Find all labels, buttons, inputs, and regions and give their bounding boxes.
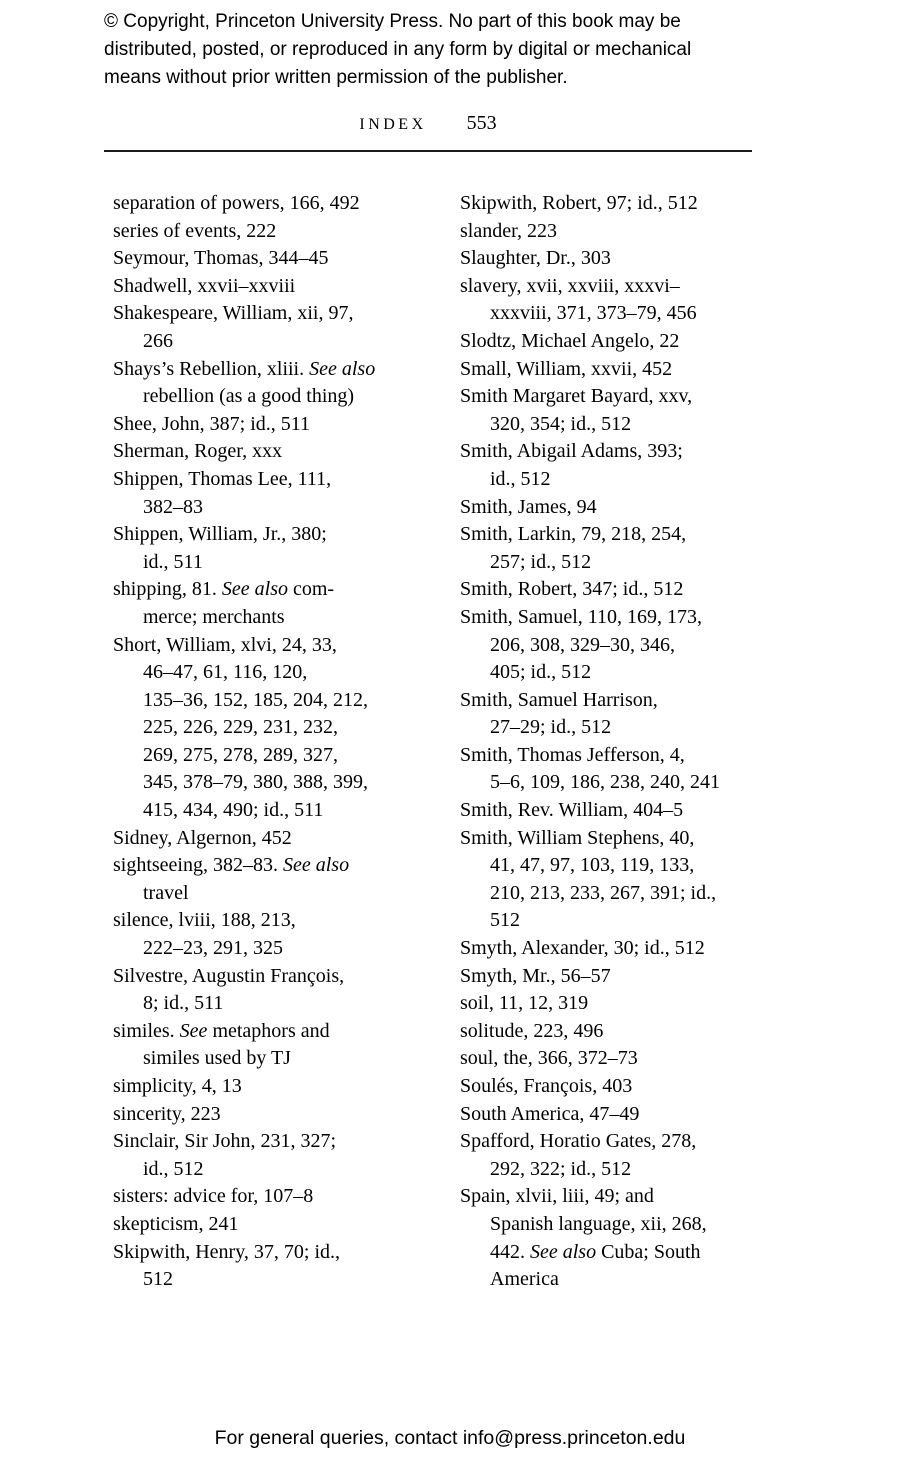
index-entry: Smith, Samuel Harrison, 27–29; id., 512 xyxy=(460,688,658,739)
index-entry: skepticism, 241 xyxy=(113,1212,239,1235)
index-column-right xyxy=(460,190,797,1294)
index-entry: slavery, xvii, xxviii, xxxvi– xxxviii, 371, 373–79, 456 xyxy=(460,274,697,325)
index-entry: Smith, William Stephens, 40, 41, 47, 97, 103, 119, 133, 210, 213, 233, 267, 391; id., 512 xyxy=(460,826,717,932)
index-entry: Smith, Samuel, 110, 169, 173, 206, 308, 329–30, 346, 405; id., 512 xyxy=(460,605,703,684)
index-entry: Shee, John, 387; id., 511 xyxy=(113,412,311,435)
index-entry: Small, William, xxvii, 452 xyxy=(460,357,673,380)
index-entry: Smith, James, 94 xyxy=(460,495,597,518)
index-entry: slander, 223 xyxy=(460,219,557,242)
copyright-line: means without prior written permission of the publisher. xyxy=(104,67,568,88)
index-entry: sincerity, 223 xyxy=(113,1102,221,1125)
index-entry: sightseeing, 382–83. See also travel xyxy=(113,854,350,904)
index-entry: sisters: advice for, 107–8 xyxy=(113,1185,314,1208)
copyright-notice xyxy=(104,8,814,92)
index-entry: Smith, Thomas Jefferson, 4, 5–6, 109, 186, 238, 240, 241 xyxy=(460,743,720,794)
copyright-line: © Copyright, Princeton University Press. No part of this book may be xyxy=(104,11,681,32)
copyright-line: distributed, posted, or reproduced in any form by digital or mechanical xyxy=(104,39,692,60)
index-entry: Silvestre, Augustin François, 8; id., 511 xyxy=(113,964,345,1015)
index-entry: similes. See metaphors and similes used by TJ xyxy=(113,1019,330,1070)
index-entry: soil, 11, 12, 319 xyxy=(460,992,589,1015)
header-rule xyxy=(104,150,752,152)
index-entry: Smyth, Alexander, 30; id., 512 xyxy=(460,937,705,960)
page-header xyxy=(104,112,752,135)
index-columns xyxy=(113,190,797,1294)
index-entry: South America, 47–49 xyxy=(460,1102,640,1125)
index-entry: Spain, xlvii, liii, 49; and Spanish language, xii, 268, 442. See also Cuba; South America xyxy=(460,1185,707,1291)
index-entry: Short, William, xlvi, 24, 33, 46–47, 61, 116, 120, 135–36, 152, 185, 204, 212, 225, 226, 229, 231, 232, 269, 275, 278, 289, 327, 345, 378–79, 380, 388, 399, 415, 434, 490; id., 511 xyxy=(113,633,368,822)
index-entry: soul, the, 366, 372–73 xyxy=(460,1047,638,1070)
index-entry: silence, lviii, 188, 213, 222–23, 291, 325 xyxy=(113,909,296,960)
index-entry: Smith, Rev. William, 404–5 xyxy=(460,799,684,822)
index-entry: Sherman, Roger, xxx xyxy=(113,440,283,463)
footer-contact-note xyxy=(0,1427,900,1450)
index-entry: Soulés, François, 403 xyxy=(460,1075,633,1097)
index-entry: Seymour, Thomas, 344–45 xyxy=(113,247,329,270)
index-entry: Shadwell, xxvii–xxviii xyxy=(113,274,296,297)
index-title: INDEX xyxy=(359,116,427,133)
index-entry: Slodtz, Michael Angelo, 22 xyxy=(460,329,680,352)
index-entry: Smyth, Mr., 56–57 xyxy=(460,964,611,987)
index-entry: Shippen, William, Jr., 380; id., 511 xyxy=(113,523,327,573)
footer-contact-text: For general queries, contact info@press.princeton.edu xyxy=(214,1427,686,1449)
index-entry: Sinclair, Sir John, 231, 327; id., 512 xyxy=(113,1130,337,1180)
page-number: 553 xyxy=(466,112,497,134)
index-entry: Smith, Larkin, 79, 218, 254, 257; id., 512 xyxy=(460,523,687,573)
index-entry: simplicity, 4, 13 xyxy=(113,1075,242,1097)
index-entry: Smith, Robert, 347; id., 512 xyxy=(460,578,684,601)
index-entry: Skipwith, Henry, 37, 70; id., 512 xyxy=(113,1240,341,1291)
index-entry: Skipwith, Robert, 97; id., 512 xyxy=(460,192,698,214)
index-entry: Slaughter, Dr., 303 xyxy=(460,247,611,270)
index-entry: Smith, Abigail Adams, 393; id., 512 xyxy=(460,440,683,490)
index-entry: Sidney, Algernon, 452 xyxy=(113,826,292,849)
index-entry: solitude, 223, 496 xyxy=(460,1019,604,1042)
index-entry: shipping, 81. See also com- merce; merchants xyxy=(113,578,335,628)
index-entry: Spafford, Horatio Gates, 278, 292, 322; id., 512 xyxy=(460,1130,697,1180)
index-entry: Shays’s Rebellion, xliii. See also rebellion (as a good thing) xyxy=(113,357,376,408)
index-entry: Shippen, Thomas Lee, 111, 382–83 xyxy=(113,467,332,518)
index-entry: separation of powers, 166, 492 xyxy=(113,192,360,214)
index-column-left xyxy=(113,190,450,1294)
index-entry: Smith Margaret Bayard, xxv, 320, 354; id., 512 xyxy=(460,385,693,435)
index-entry: Shakespeare, William, xii, 97, 266 xyxy=(113,302,354,352)
index-entry: series of events, 222 xyxy=(113,219,277,242)
